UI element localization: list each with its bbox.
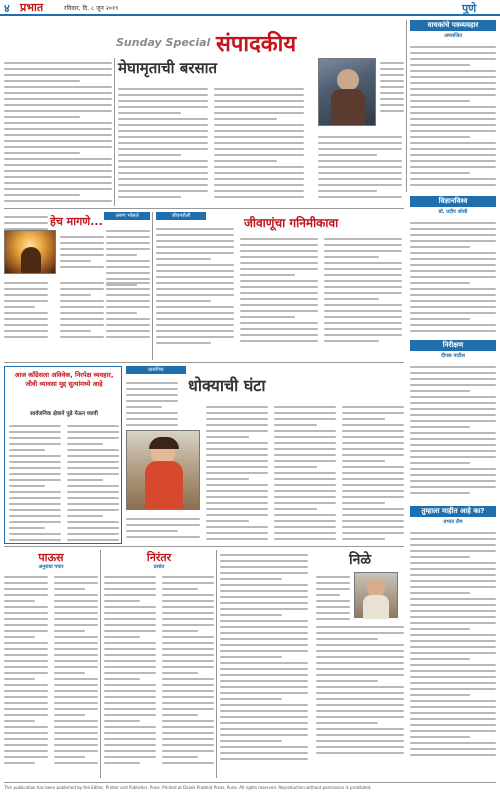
editorial-intro-column: [4, 58, 112, 206]
brand-logo: प्रभात: [20, 1, 44, 14]
science-box: [410, 196, 496, 336]
hech-magne-photo: [4, 230, 56, 274]
observation-box-author: दीपक पाटील: [441, 353, 465, 359]
nirantar-author: प्रशांत: [153, 564, 165, 570]
nirantar-title: निरंतर: [146, 551, 172, 564]
paus-author: अनुराधा पवार: [38, 564, 64, 570]
lead-article: [118, 58, 404, 206]
letters-box-author: अपराजित: [444, 33, 462, 39]
science-box-title: विज्ञानविश्व: [410, 196, 496, 207]
section-header: [116, 28, 376, 58]
nile-title: निळे: [348, 552, 372, 568]
article-dhokyachi-ghanta: [126, 366, 404, 544]
section-title: संपादकीय: [216, 32, 297, 57]
did-you-know-author: प्रभात टीम: [443, 519, 463, 525]
opinion-subtitle: सार्वजनिक क्षेत्राने पुढे येऊन घ्यावी: [30, 411, 98, 417]
hech-magne-title: हेच मागणे...: [50, 215, 103, 228]
sunday-special-label: Sunday Special: [116, 36, 211, 49]
page-number: ४: [4, 2, 10, 15]
letters-box-title: वाचकांचे पत्रव्यवहार: [410, 20, 496, 31]
jeevanu-tag: जीवनशैली: [156, 212, 206, 220]
masthead: [0, 0, 500, 16]
opinion-title: आज कॉंग्रेसला अविवेक, निरपेक्ष व्यवहार, जीवी व्यावसा मुद्द सुत्यांमध्ये आहे: [14, 371, 114, 388]
article-paus: [4, 550, 98, 778]
jeevanu-title: जीवाणूंचा गनिमीकावा: [244, 216, 339, 230]
did-you-know-box: [410, 506, 496, 778]
did-you-know-title: तुम्हाला माहीत आहे का?: [410, 506, 496, 517]
lead-title: मेघामृताची बरसात: [118, 59, 218, 77]
article-jeevanu: [156, 212, 404, 360]
observation-box-title: निरीक्षण: [410, 340, 496, 351]
date-line: रविवार, दि. ८ जून २०१९: [64, 5, 119, 12]
city-name: पुणे: [462, 2, 477, 15]
article-nile: [220, 550, 404, 778]
dhokyachi-photo: [126, 430, 200, 510]
opinion-box: [4, 366, 122, 544]
footer-imprint: This publication has been published by the Editor, Printer and Publisher, Pune. Printed at Dainik Prabhat Press, Pune. All rights reserved. Reproduction without permission is prohibited.: [4, 782, 496, 796]
hech-magne-author: अरुण भोसले: [104, 212, 150, 220]
paus-title: पाऊस: [38, 551, 64, 564]
dhokyachi-title: धोक्याची घंटा: [188, 376, 266, 395]
dhokyachi-tag: प्रासंगिक: [126, 366, 186, 374]
article-hech-magne: [4, 212, 150, 360]
article-nirantar: [104, 550, 214, 778]
lead-article-photo: [318, 58, 376, 126]
observation-box: [410, 340, 496, 500]
letters-box: [410, 20, 496, 192]
nile-photo: [354, 572, 398, 618]
science-box-author: डॉ. प्रदीप जोशी: [438, 209, 468, 215]
